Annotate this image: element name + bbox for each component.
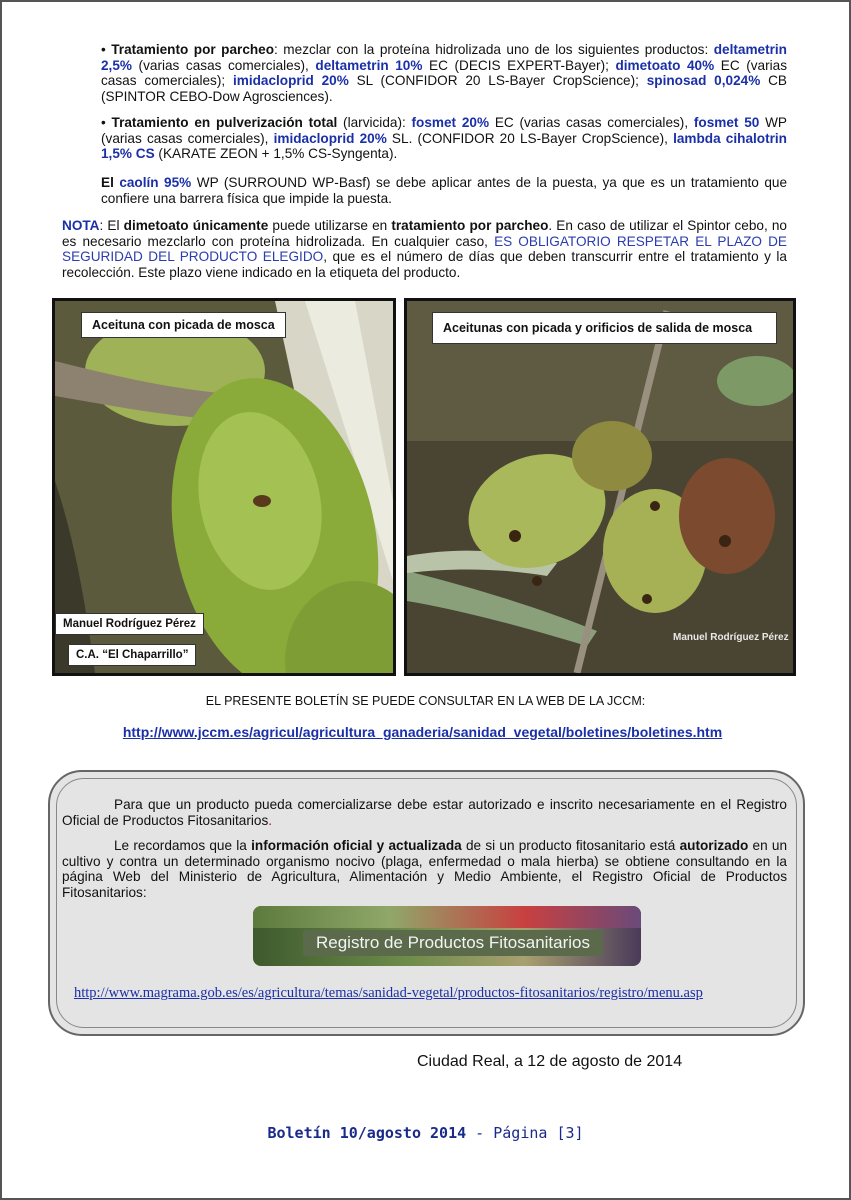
photo-olive-sting (52, 298, 396, 676)
product-name: deltametrin 2,5% (101, 42, 787, 73)
registry-banner-title: Registro de Productos Fitosanitarios (303, 930, 603, 956)
product-name: deltametrin 10% (315, 57, 423, 73)
note-paragraph: NOTA: El dimetoato únicamente puede utilizarse en tratamiento por parcheo. En caso de utilizar el Spintor cebo, no es necesario mezclarlo con proteína hidrolizada. En cualquier caso, ES OBLIGATORIO RESPETAR EL PLAZO DE SEGURIDAD DEL PRODUCTO ELEGIDO, que es el número de días que deben transcurrir entre el tratamiento y la recolección. Este plazo viene indicado en la etiqueta del producto. (62, 218, 787, 280)
product-name: lambda cihalotrin 1,5% CS (101, 130, 787, 162)
product-name: imidacloprid 20% (273, 130, 387, 146)
photo-caption: Aceituna con picada de mosca (81, 312, 286, 338)
page-footer: Boletín 10/agosto 2014 - Página [3] (267, 1124, 584, 1142)
safety-warning: ES OBLIGATORIO RESPETAR EL PLAZO DE SEGURIDAD DEL PRODUCTO ELEGIDO (62, 233, 787, 265)
product-name: dimetoato 40% (615, 57, 715, 73)
info-paragraph-1: Para que un producto pueda comercializarse debe estar autorizado e inscrito necesariamente en el Registro Oficial de Productos Fitosanitarios. (62, 797, 787, 828)
registry-banner[interactable] (253, 906, 641, 966)
magrama-link[interactable]: http://www.magrama.gob.es/es/agricultura/temas/sanidad-vegetal/productos-fitosanitarios/registro/menu.asp (74, 985, 703, 1001)
photo-caption: Aceitunas con picada y orificios de salida de mosca (432, 312, 777, 344)
kaolin-paragraph: El caolín 95% WP (SURROUND WP-Basf) se debe aplicar antes de la puesta, ya que es un tratamiento que confiere una barrera física que impide la puesta. (101, 175, 788, 206)
bullet-heading: Tratamiento en pulverización total (111, 115, 338, 130)
web-reference-text: EL PRESENTE BOLETÍN SE PUEDE CONSULTAR EN LA WEB DE LA JCCM: (205, 694, 646, 708)
product-name: imidacloprid 20% (232, 73, 349, 89)
olive-exit-holes-image (407, 301, 793, 673)
place-date: Ciudad Real, a 12 de agosto de 2014 (417, 1053, 683, 1070)
info-paragraph-2: Le recordamos que la información oficial y actualizada de si un producto fitosanitario está autorizado en un cultivo y contra un determinado organismo nocivo (plaga, enfermedad o mala hierba) se obtiene consultando en la página Web del Ministerio de Agricultura, Alimentación y Medio Ambiente, el Registro Oficial de Productos Fitosanitarios: (62, 838, 788, 900)
photo-credit-institution: C.A. “El Chaparrillo” (68, 644, 196, 666)
photo-credit: Manuel Rodríguez Pérez (55, 613, 204, 635)
product-name: fosmet 50 (693, 115, 760, 130)
product-name: spinosad 0,024% (646, 73, 761, 89)
product-name: caolín 95% (119, 175, 192, 190)
photo-olive-exit-holes (404, 298, 796, 676)
product-name: fosmet 20% (411, 115, 490, 130)
bullet-heading: Tratamiento por parcheo (111, 42, 275, 57)
photo-credit: Manuel Rodríguez Pérez (673, 632, 789, 643)
jccm-link[interactable]: http://www.jccm.es/agricul/agricultura_ganaderia/sanidad_vegetal/boletines/boletines.htm (122, 724, 723, 740)
treatment-spray-paragraph: • Tratamiento en pulverización total (larvicida): fosmet 20% EC (varias casas comerciales), fosmet 50 WP (varias casas comerciales), imidacloprid 20% SL. (CONFIDOR 20 LS-Bayer CropScience), lambda cihalotrin 1,5% CS (KARATE ZEON + 1,5% CS-Syngenta). (101, 115, 787, 162)
treatment-patch-paragraph: • Tratamiento por parcheo: mezclar con la proteína hidrolizada uno de los siguientes productos: deltametrin 2,5% (varias casas comerciales), deltametrin 10% EC (DECIS EXPERT-Bayer); dimetoato 40% EC (varias casas comerciales); imidacloprid 20% SL (CONFIDOR 20 LS-Bayer CropScience); spinosad 0,024% CB (SPINTOR CEBO-Dow Agrosciences). (101, 42, 788, 104)
note-label: NOTA (62, 218, 100, 233)
